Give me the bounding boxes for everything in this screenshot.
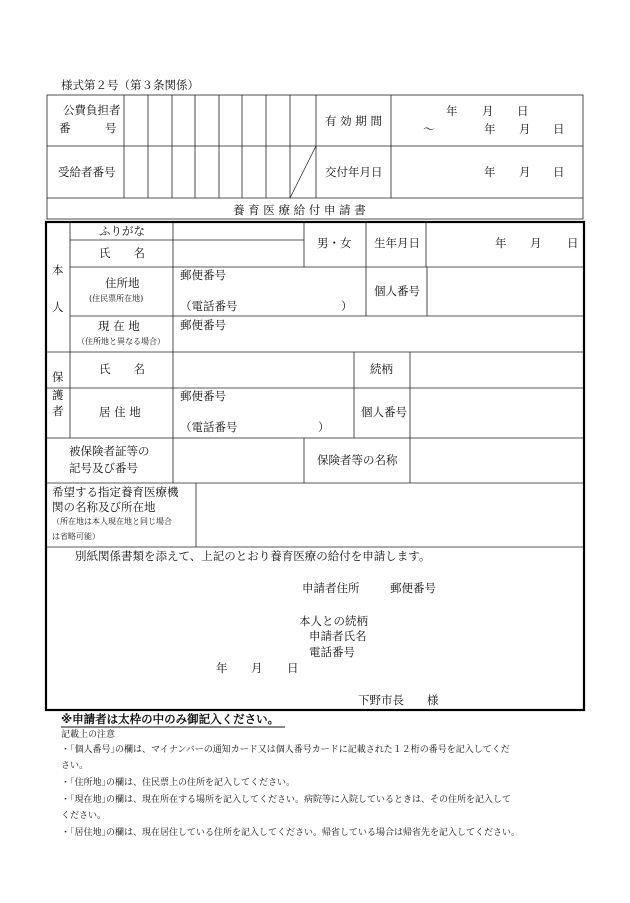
validity-label: 有 効 期 間 (325, 114, 382, 128)
applicant-name-label: 申請者氏名 (309, 629, 367, 643)
validity-year: 年 (446, 104, 458, 118)
issue-date-label: 交付年月日 (325, 165, 383, 179)
note-individual-number: ・｢個人番号｣の欄は、マイナンバーの通知カード又は個人番号カードに記載された１２桁の番号を記入してくだ (61, 745, 510, 755)
guardian-char-3: 者 (52, 404, 64, 418)
form-title: 養 育 医 療 給 付 申 請 書 (233, 203, 366, 217)
furigana-label: ふりがな (99, 224, 145, 238)
insurer-name-label: 保険者等の名称 (317, 453, 398, 467)
person-id-label: 個人番号 (374, 284, 420, 298)
birth-date-label: 生年月日 (374, 236, 420, 250)
insurance-number-label-2: 記号及び番号 (69, 461, 138, 475)
applicant-address-label: 申請者住所 (302, 581, 360, 595)
honorific-label: 様 (427, 693, 439, 707)
person-name-label: 氏 名 (99, 246, 145, 260)
public-payer-label: 公費負担者 (63, 103, 121, 117)
issue-day: 日 (553, 165, 565, 179)
guardian-residence-label: 居 住 地 (99, 405, 141, 419)
notes-heading: 記載上の注意 (61, 730, 116, 740)
application-year: 年 (216, 661, 228, 675)
sex-label: 男・女 (317, 236, 352, 250)
note-individual-number-cont: さい。 (61, 761, 89, 771)
guardian-name-label: 氏 名 (99, 362, 145, 376)
validity-day-2: 日 (553, 122, 565, 136)
form-number: 様式第２号（第３条関係） (61, 78, 199, 92)
validity-tilde: ～ (423, 122, 435, 136)
application-statement: 別紙関係書類を添えて、上記のとおり養育医療の給付を申請します。 (75, 549, 431, 563)
validity-year-2: 年 (484, 122, 496, 136)
note-address: ・｢住所地｣の欄は、住民票上の住所を記入してください。 (61, 778, 296, 788)
relation-to-person-label: 本人との続柄 (299, 614, 368, 628)
guardian-phone-label: （電話番号 ） (180, 420, 330, 434)
note-current-location: ・｢現在地｣の欄は、現在所在する場所を記入してください。病院等に入院しているときは、その住所を記入して (61, 795, 512, 805)
birth-year: 年 (495, 236, 507, 250)
person-section-char-2: 人 (52, 300, 64, 314)
issue-year: 年 (484, 165, 496, 179)
person-section-char-1: 本 (52, 263, 64, 277)
guardian-postal-label: 郵便番号 (180, 389, 226, 403)
guardian-id-label: 個人番号 (361, 405, 407, 419)
address-label: 住所地 (105, 276, 140, 290)
applicant-postal-label: 郵便番号 (390, 581, 436, 595)
hospital-label: 希望する指定養育医療機 (52, 485, 179, 499)
current-location-sub: （住所地と異なる場合） (77, 337, 165, 346)
current-location-label: 現 在 地 (98, 319, 140, 333)
current-postal-label: 郵便番号 (180, 318, 226, 332)
applicant-phone-label: 電話番号 (309, 645, 355, 659)
application-month: 月 (251, 661, 263, 675)
application-day: 日 (287, 661, 299, 675)
validity-month: 月 (482, 104, 494, 118)
hospital-note: （所在地は本人現在地と同じ場合 (52, 517, 172, 526)
note-residence: ・｢居住地｣の欄は、現在居住している住所を記入してください。帰省している場合は帰省先を記入してください。 (61, 828, 521, 838)
validity-month-2: 月 (519, 122, 531, 136)
note-current-location-cont: ください。 (61, 811, 107, 821)
insurance-number-label: 被保険者証等の (69, 444, 150, 458)
hospital-label-2: 関の名称及び所在地 (52, 500, 156, 514)
recipient-label: 受給者番号 (58, 165, 116, 179)
address-sub-label: (住民票所在地) (89, 294, 144, 303)
birth-month: 月 (530, 236, 542, 250)
hospital-note-2: は省略可能） (52, 532, 100, 541)
guardian-char-1: 保 (52, 370, 64, 384)
public-payer-label-2: 番 号 (59, 121, 117, 135)
person-phone-label: （電話番号 ） (180, 299, 353, 313)
validity-day: 日 (517, 104, 529, 118)
warning-note: ※申請者は太枠の中のみ御記入ください。 (61, 712, 280, 726)
guardian-relation-label: 続柄 (370, 362, 393, 376)
issue-month: 月 (519, 165, 531, 179)
person-postal-label: 郵便番号 (180, 268, 226, 282)
birth-day: 日 (567, 236, 579, 250)
guardian-char-2: 護 (52, 388, 64, 402)
mayor-label: 下野市長 (358, 693, 404, 707)
